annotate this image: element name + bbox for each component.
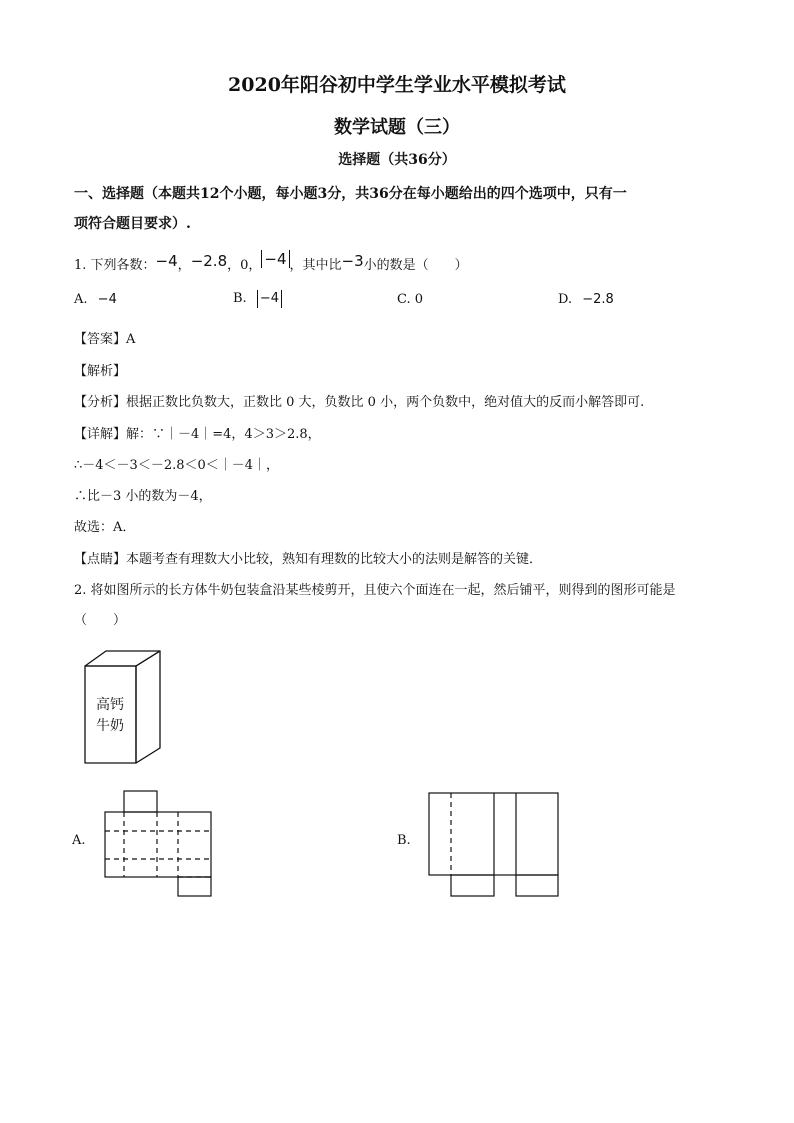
- section-instructions-line2: 项符合题目要求）.: [74, 216, 191, 232]
- q1-sep2: ，0，: [227, 258, 262, 273]
- q2-option-b-label: B.: [397, 833, 411, 848]
- net-a-top-flap: [124, 791, 157, 812]
- q1-abs-neg4: −4: [261, 250, 289, 268]
- milk-box-figure: [82, 648, 168, 768]
- q1-option-a: [74, 292, 117, 307]
- q1-stem-prefix: 1. 下列各数：: [74, 258, 156, 273]
- q1-number-neg4: −4: [155, 252, 178, 270]
- milk-box-label-line1: 高钙: [96, 697, 124, 713]
- q1-step2: ∴－4＜－3＜－2.8＜0＜｜－4｜，: [74, 458, 280, 473]
- net-a-main-strip: [105, 812, 211, 877]
- q1-option-b-value: −4: [257, 290, 282, 308]
- q1-number-neg2-8: −2.8: [190, 252, 228, 270]
- q1-option-d-label: D.: [558, 292, 573, 307]
- q1-option-b-label: B.: [233, 291, 247, 306]
- part-title: 选择题（共36分）: [338, 152, 456, 168]
- net-a-bottom-flap: [178, 877, 211, 896]
- q1-step3: ∴比－3 小的数为－4，: [74, 489, 212, 504]
- q1-choose: 故选：A．: [74, 520, 136, 535]
- q1-sep1: ，: [177, 258, 191, 273]
- exam-title: 2020年阳谷初中学生学业水平模拟考试: [228, 74, 566, 96]
- q1-option-a-value: −4: [97, 292, 117, 307]
- q1-analysis-label: 【解析】: [74, 364, 127, 379]
- q2-option-a-net: [102, 789, 214, 899]
- q1-option-b: [233, 290, 282, 308]
- q2-option-b-net: [427, 790, 561, 900]
- milk-box-side-face: [136, 651, 160, 763]
- q1-answer: 【答案】A: [74, 332, 136, 347]
- q1-option-d: [558, 292, 614, 307]
- q1-stem-suffix: 小的数是（ ）: [363, 258, 468, 273]
- q1-fenxi: 【分析】根据正数比负数大，正数比 0 大，负数比 0 小，两个负数中，绝对值大的反而小解答即可.: [74, 395, 645, 410]
- q1-option-a-label: A.: [74, 292, 88, 307]
- q1-option-c: C. 0: [397, 292, 424, 307]
- exam-subtitle: 数学试题（三）: [334, 117, 460, 138]
- q2-paren: （ ）: [74, 613, 127, 628]
- q2-option-a-label: A.: [72, 833, 86, 848]
- q1-xiangjie: 【详解】解：∵｜－4｜=4，4＞3＞2.8，: [74, 427, 321, 442]
- net-b-bottom-flap-right: [516, 875, 558, 896]
- q1-stem: [74, 250, 468, 273]
- q1-dianjing: 【点睛】本题考查有理数大小比较，熟知有理数的比较大小的法则是解答的关键．: [74, 552, 543, 567]
- q1-number-neg3: −3: [341, 252, 364, 270]
- milk-box-label-line2: 牛奶: [96, 718, 124, 734]
- milk-box-front-face: [85, 666, 136, 763]
- q1-option-d-value: −2.8: [582, 292, 614, 307]
- q1-stem-mid: ，其中比: [289, 258, 342, 273]
- section-instructions-line1: 一、选择题（本题共12个小题，每小题3分，共36分在每小题给出的四个选项中，只有一: [74, 186, 627, 202]
- net-b-bottom-flap-left: [451, 875, 494, 896]
- q2-stem: 2. 将如图所示的长方体牛奶包装盒沿某些棱剪开，且使六个面连在一起，然后铺平，则得到的图形可能是: [74, 583, 676, 598]
